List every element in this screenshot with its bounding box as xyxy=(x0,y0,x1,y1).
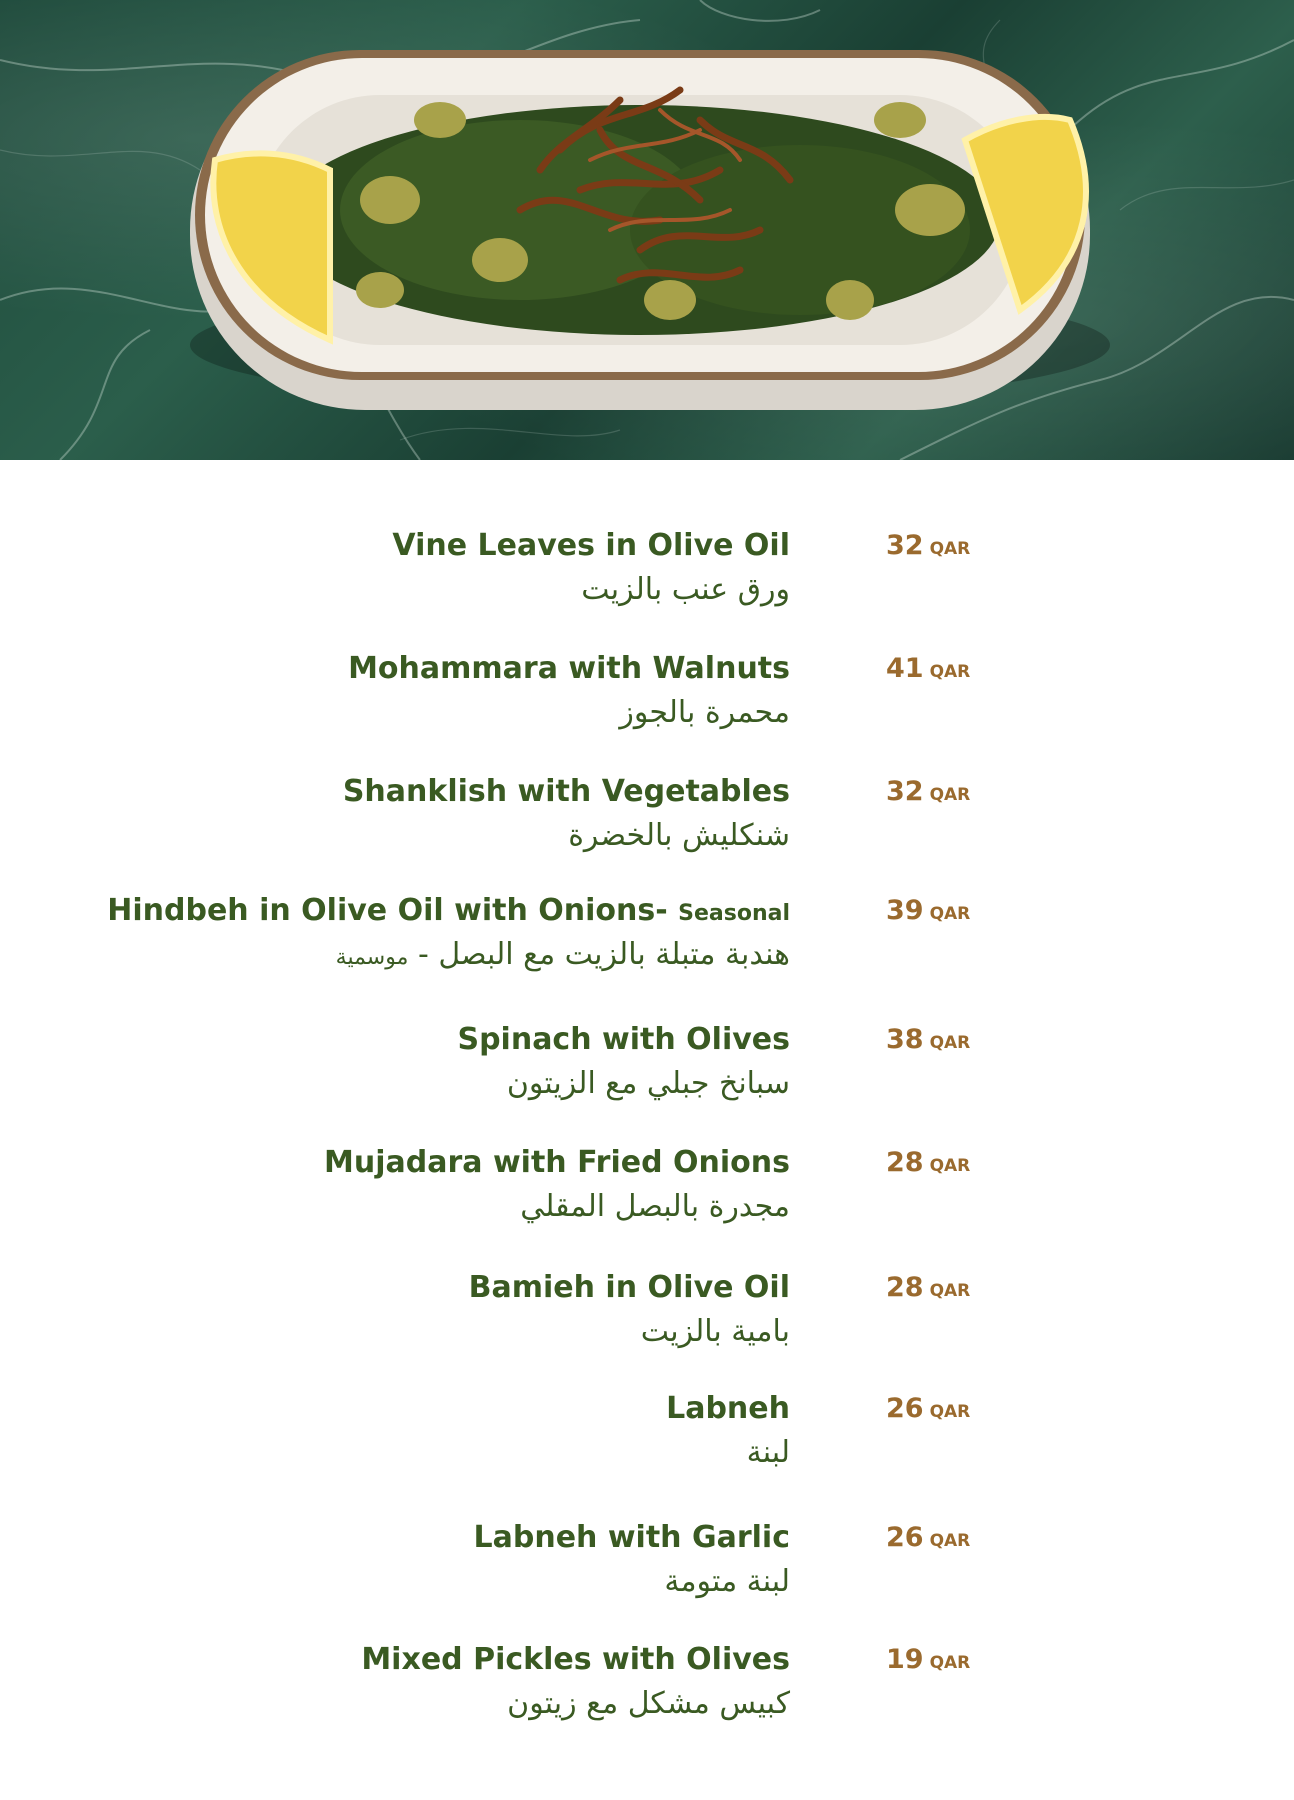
item-price xyxy=(886,893,970,932)
menu-item xyxy=(0,893,1294,1003)
currency-label: QAR xyxy=(929,1156,971,1176)
currency-label: QAR xyxy=(929,904,971,924)
item-price xyxy=(886,1391,970,1430)
currency-label: QAR xyxy=(929,539,971,559)
menu-item xyxy=(0,1391,1294,1501)
currency-label: QAR xyxy=(929,1531,971,1551)
item-name-en: Spinach with Olives xyxy=(457,1022,790,1057)
item-name-en: Shanklish with Vegetables xyxy=(342,774,790,809)
menu-item xyxy=(0,1520,1294,1630)
item-price xyxy=(886,528,970,567)
menu-item xyxy=(0,1145,1294,1255)
menu-item xyxy=(0,1270,1294,1380)
item-price xyxy=(886,774,970,813)
price-value: 26 xyxy=(886,1393,924,1424)
item-name-ar: كبيس مشكل مع زيتون xyxy=(507,1686,790,1721)
currency-label: QAR xyxy=(929,1653,971,1673)
currency-label: QAR xyxy=(929,1033,971,1053)
price-value: 38 xyxy=(886,1024,924,1055)
item-name-en: Mohammara with Walnuts xyxy=(348,651,790,686)
currency-label: QAR xyxy=(929,785,971,805)
item-name-en xyxy=(107,893,790,932)
seasonal-note-ar: موسمية xyxy=(335,945,409,970)
item-name-en: Vine Leaves in Olive Oil xyxy=(392,528,790,563)
price-value: 39 xyxy=(886,895,924,926)
currency-label: QAR xyxy=(929,662,971,682)
item-name-en: Bamieh in Olive Oil xyxy=(468,1270,790,1305)
price-value: 19 xyxy=(886,1644,924,1675)
item-price xyxy=(886,1022,970,1061)
item-name-ar: لبنة متومة xyxy=(664,1564,790,1599)
item-price xyxy=(886,1270,970,1309)
price-value: 28 xyxy=(886,1272,924,1303)
price-value: 32 xyxy=(886,776,924,807)
item-name-ar: لبنة xyxy=(746,1435,790,1470)
item-name-ar-main: هندبة متبلة بالزيت مع البصل - xyxy=(417,937,790,972)
price-value: 32 xyxy=(886,530,924,561)
item-price xyxy=(886,1642,970,1681)
price-value: 28 xyxy=(886,1147,924,1178)
price-value: 41 xyxy=(886,653,924,684)
menu-item xyxy=(0,528,1294,638)
item-price xyxy=(886,1520,970,1559)
menu-item xyxy=(0,774,1294,884)
item-name-en: Labneh with Garlic xyxy=(473,1520,790,1555)
item-name-ar: ورق عنب بالزيت xyxy=(581,572,790,607)
item-name-en: Labneh xyxy=(666,1391,790,1426)
item-name-ar: بامية بالزيت xyxy=(640,1314,790,1349)
item-name-en: Mixed Pickles with Olives xyxy=(361,1642,790,1677)
item-name-ar: مجدرة بالبصل المقلي xyxy=(520,1189,790,1224)
item-name-ar: محمرة بالجوز xyxy=(619,695,790,730)
currency-label: QAR xyxy=(929,1281,971,1301)
menu-item xyxy=(0,1022,1294,1132)
item-name-en: Mujadara with Fried Onions xyxy=(324,1145,790,1180)
menu-item xyxy=(0,1642,1294,1752)
currency-label: QAR xyxy=(929,1402,971,1422)
item-name-ar: شنكليش بالخضرة xyxy=(568,818,790,853)
seasonal-note-en: Seasonal xyxy=(678,901,790,926)
item-name-en-main: Hindbeh in Olive Oil with Onions- xyxy=(107,893,668,928)
item-name-ar xyxy=(336,937,790,976)
menu-item xyxy=(0,651,1294,761)
item-price xyxy=(886,1145,970,1184)
item-price xyxy=(886,651,970,690)
item-name-ar: سبانخ جبلي مع الزيتون xyxy=(506,1066,790,1101)
price-value: 26 xyxy=(886,1522,924,1553)
